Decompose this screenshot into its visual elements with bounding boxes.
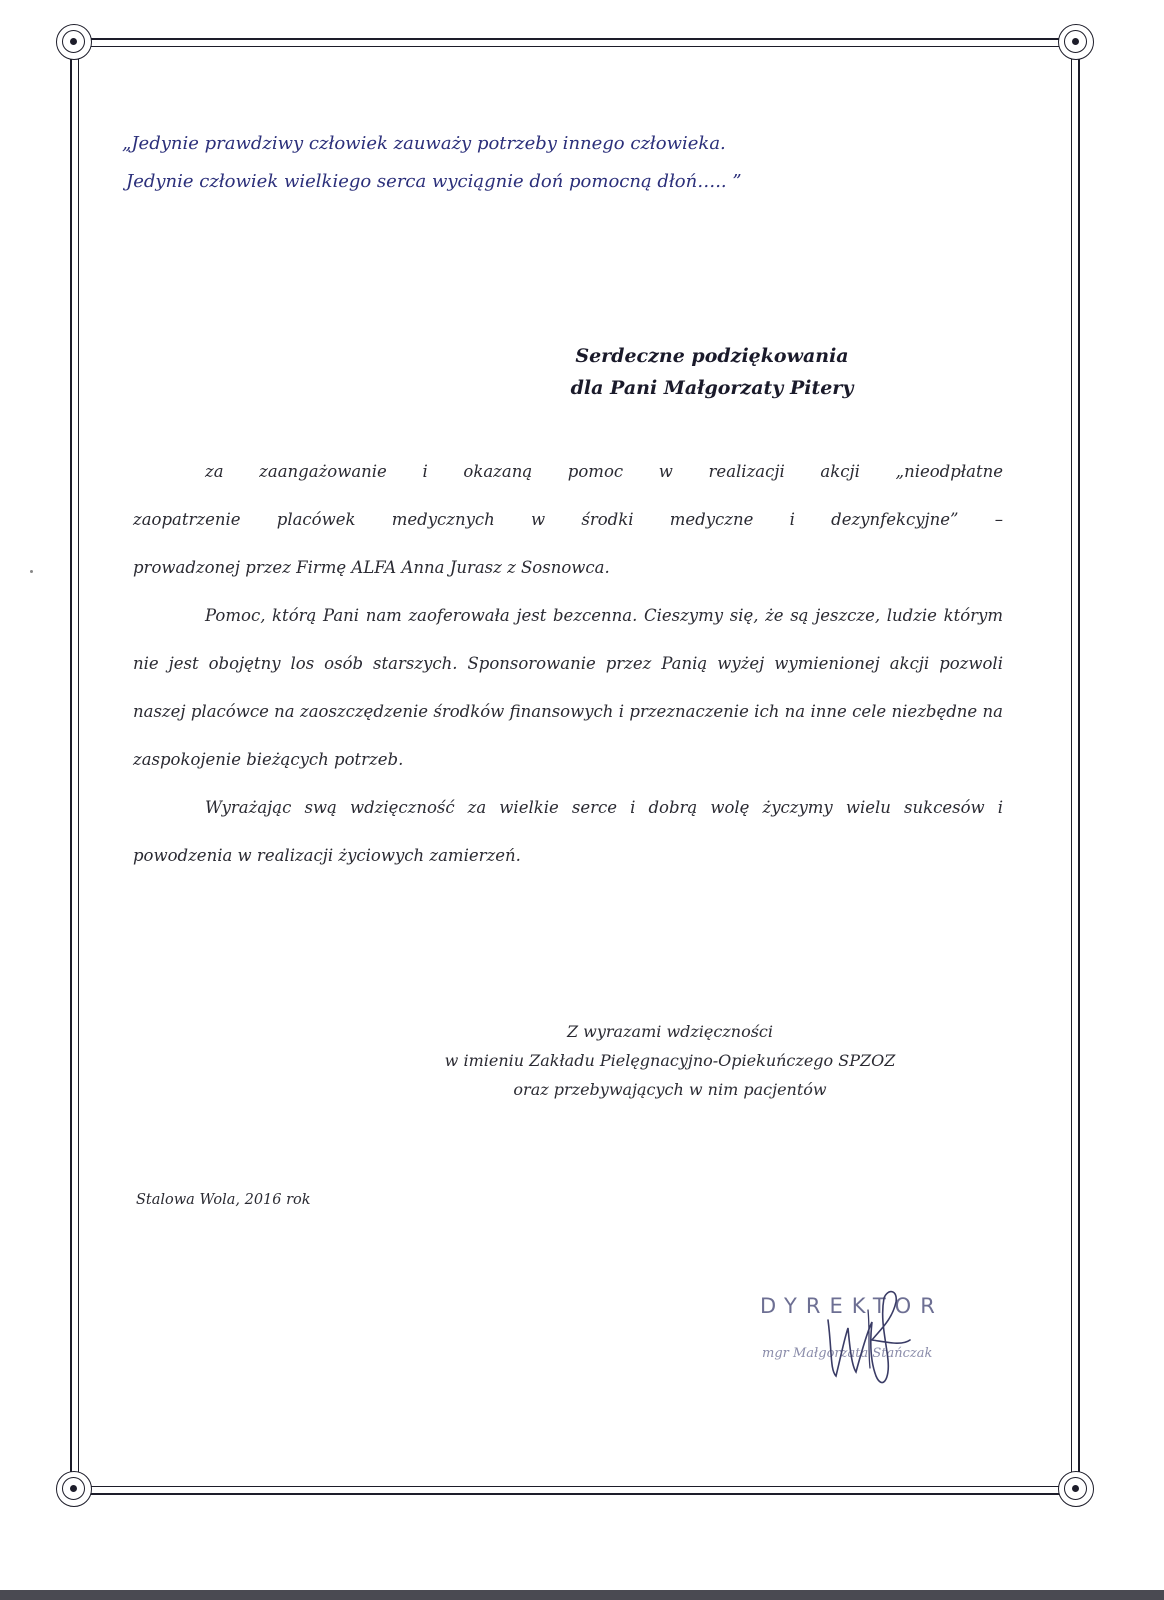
body-paragraph-2: Pomoc, którą Pani nam zaoferowała jest bezcenna. Cieszymy się, że są jeszcze, ludzie którym nie jest obojętny los osób starszych. Sponsorowanie przez Panią wyżej wymienionej akcji pozwoli naszej placówce na zaoszczędzenie środków finansowych i przeznaczenie ich na inne cele niezbędne na zaspokojenie bieżących potrzeb.: [133, 606, 1003, 769]
closing-line-2: w imieniu Zakładu Pielęgnacyjno-Opiekuńczego SPZOZ: [444, 1051, 896, 1070]
heading-line-1: Serdeczne podziękowania: [575, 345, 849, 367]
body-paragraph-1-line-2: zaopatrzenie placówek medycznych w środki medyczne i dezynfekcyjne” –: [133, 510, 1003, 529]
scan-edge: [0, 1590, 1164, 1600]
heading-line-2: dla Pani Małgorzaty Pitery: [570, 377, 854, 399]
closing-block: [370, 1017, 970, 1104]
motto-line-2: Jedynie człowiek wielkiego serca wyciągnie doń pomocną dłoń….. ”: [126, 171, 742, 192]
place-and-date: Stalowa Wola, 2016 rok: [136, 1192, 311, 1208]
motto-quote: [122, 125, 982, 201]
body-paragraph-1-line-3: prowadzonej przez Firmę ALFA Anna Jurasz z Sosnowca.: [133, 558, 610, 577]
director-stamp: [730, 1290, 990, 1400]
letter-heading: [532, 340, 892, 404]
corner-ornament-icon: [56, 1471, 92, 1507]
corner-ornament-icon: [56, 24, 92, 60]
stamp-title: DYREKTOR: [760, 1294, 944, 1318]
closing-line-1: Z wyrazami wdzięczności: [566, 1022, 774, 1041]
corner-ornament-icon: [1058, 24, 1094, 60]
body-paragraph-3: Wyrażając swą wdzięczność za wielkie serce i dobrą wolę życzymy wielu sukcesów i powodzenia w realizacji życiowych zamierzeń.: [133, 798, 1003, 865]
closing-line-3: oraz przebywających w nim pacjentów: [513, 1080, 827, 1099]
handwritten-signature-icon: [810, 1280, 920, 1400]
stamp-name: mgr Małgorzata Stańczak: [762, 1346, 933, 1361]
scan-speck: [30, 570, 33, 573]
body-paragraph-1-line-1: za zaangażowanie i okazaną pomoc w realizacji akcji „nieodpłatne: [205, 462, 1003, 481]
corner-ornament-icon: [1058, 1471, 1094, 1507]
letter-body: [133, 448, 1003, 880]
motto-line-1: „Jedynie prawdziwy człowiek zauważy potrzeby innego człowieka.: [122, 133, 726, 154]
